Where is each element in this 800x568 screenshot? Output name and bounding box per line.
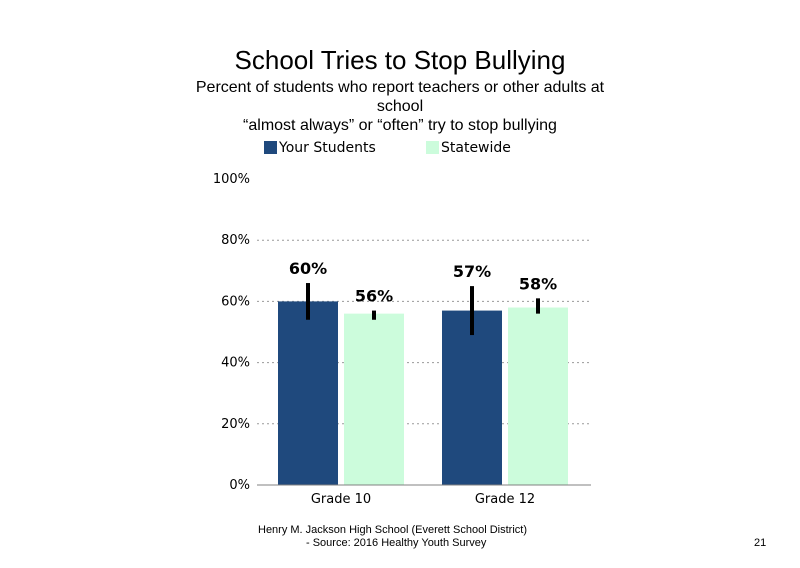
x-tick-label: Grade 10 [310,492,372,507]
y-tick-label: 0% [229,478,250,493]
y-tick-label: 60% [221,294,250,310]
y-tick-label: 20% [221,416,250,432]
footer [258,524,548,550]
y-tick-label: 80% [221,233,250,249]
bar [344,314,404,485]
y-tick-label: 100% [212,172,250,187]
y-tick-label: 40% [221,355,250,371]
data-label: 56% [354,286,394,306]
data-label: 60% [288,259,328,279]
footer-source: - Source: 2016 Healthy Youth Survey [306,537,487,549]
legend-label-your-students: Your Students [279,140,376,156]
legend-label-statewide: Statewide [441,140,511,156]
bar [442,311,502,485]
chart-subtitle: Percent of students who report teachers or other adults at school “almost always” or “often” try to stop bullying [195,79,605,134]
footer-school: Henry M. Jackson High School (Everett School District) [258,524,527,536]
bar [278,301,338,485]
bar [508,308,568,485]
data-label: 57% [452,262,492,282]
page-number: 21 [754,537,767,549]
x-tick-label: Grade 12 [474,492,536,507]
data-label: 58% [518,274,558,294]
chart-title: School Tries to Stop Bullying [234,45,566,75]
